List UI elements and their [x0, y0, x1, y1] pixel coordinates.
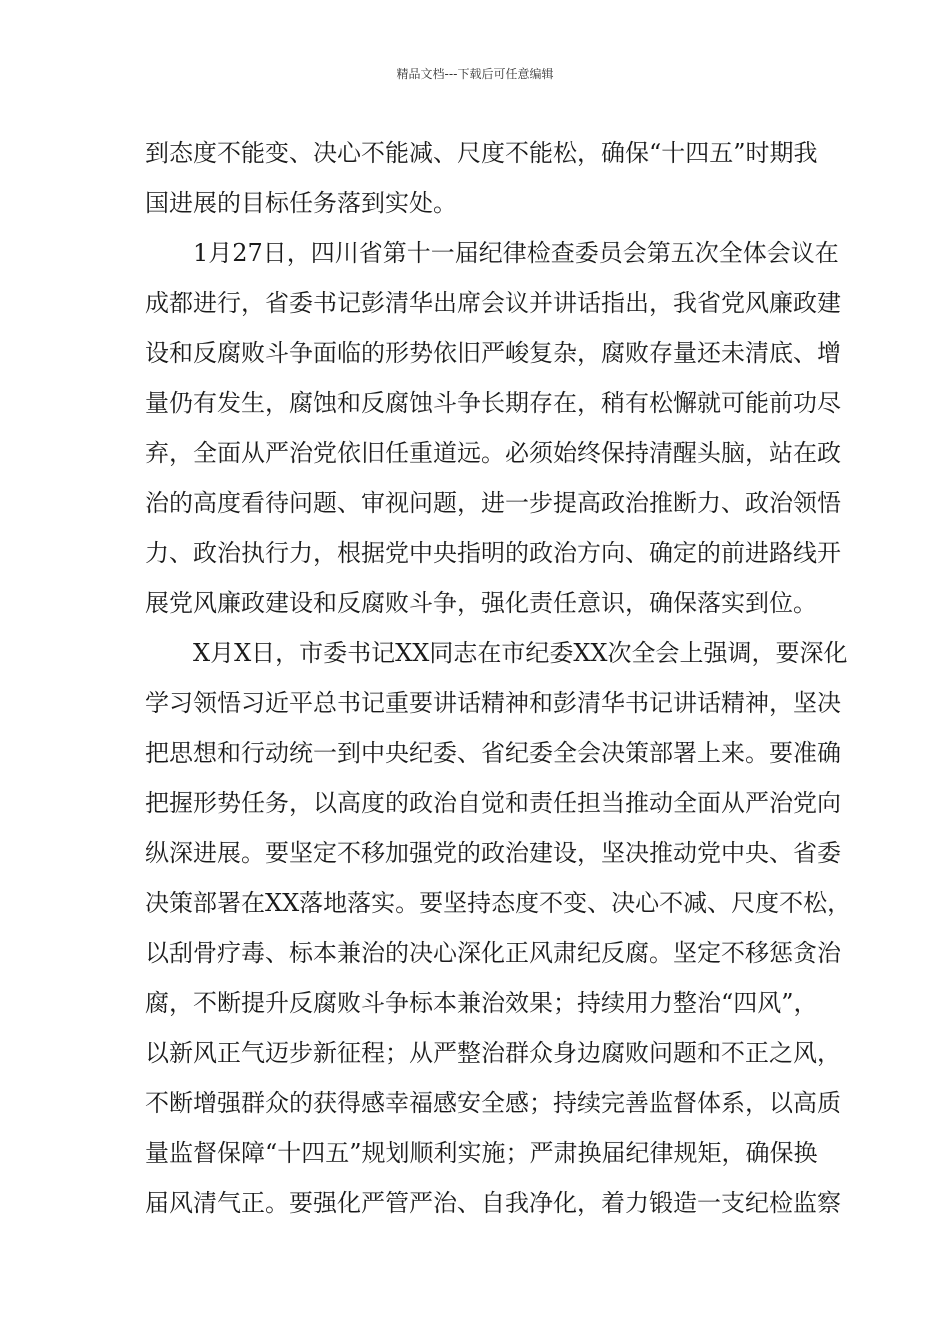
- text-line: 力、政治执行力，根据党中央指明的政治方向、确定的前进路线开: [145, 539, 841, 567]
- text-line: 1月27日，四川省第十一届纪律检查委员会第五次全体会议在: [193, 239, 839, 267]
- text-line: 设和反腐败斗争面临的形势依旧严峻复杂，腐败存量还未清底、增: [145, 339, 841, 367]
- text-line: 以刮骨疗毒、标本兼治的决心深化正风肃纪反腐。坚定不移惩贪治: [145, 939, 841, 967]
- text-line: 腐，不断提升反腐败斗争标本兼治效果；持续用力整治“四风”，: [145, 989, 818, 1017]
- document-body: [145, 128, 852, 1228]
- paragraph-provincial-meeting: [145, 228, 841, 628]
- text-line: 学习领悟习近平总书记重要讲话精神和彭清华书记讲话精神，坚决: [145, 689, 841, 717]
- text-line: 届风清气正。要强化严管严治、自我净化，着力锻造一支纪检监察: [145, 1189, 841, 1217]
- text-line: 把思想和行动统一到中央纪委、省纪委全会决策部署上来。要准确: [145, 739, 841, 767]
- text-line: X月X日，市委书记XX同志在市纪委XX次全会上强调，要深化: [193, 639, 848, 667]
- text-line: 量监督保障“十四五”规划顺利实施；严肃换届纪律规矩，确保换: [145, 1139, 818, 1167]
- text-line: 以新风正气迈步新征程；从严整治群众身边腐败问题和不正之风，: [145, 1039, 841, 1067]
- text-line: 展党风廉政建设和反腐败斗争，强化责任意识，确保落实到位。: [145, 589, 817, 617]
- text-line: 决策部署在XX落地落实。要坚持态度不变、决心不减、尺度不松，: [145, 889, 852, 917]
- text-line: 不断增强群众的获得感幸福感安全感；持续完善监督体系，以高质: [145, 1089, 841, 1117]
- text-line: 治的高度看待问题、审视问题，进一步提高政治推断力、政治领悟: [145, 489, 841, 517]
- paragraph-continuation: [145, 128, 818, 228]
- text-line: 成都进行，省委书记彭清华出席会议并讲话指出，我省党风廉政建: [145, 289, 841, 317]
- text-line: 量仍有发生，腐蚀和反腐蚀斗争长期存在，稍有松懈就可能前功尽: [145, 389, 841, 417]
- text-line: 到态度不能变、决心不能减、尺度不能松，确保“十四五”时期我: [145, 139, 818, 167]
- text-line: 弃，全面从严治党依旧任重道远。必须始终保持清醒头脑，站在政: [145, 439, 841, 467]
- text-line: 纵深进展。要坚定不移加强党的政治建设，坚决推动党中央、省委: [145, 839, 841, 867]
- text-line: 把握形势任务，以高度的政治自觉和责任担当推动全面从严治党向: [145, 789, 841, 817]
- paragraph-municipal-meeting: [145, 628, 852, 1228]
- text-line: 国进展的目标任务落到实处。: [145, 189, 457, 217]
- page-header: 精品文档---下载后可任意编辑: [396, 67, 554, 81]
